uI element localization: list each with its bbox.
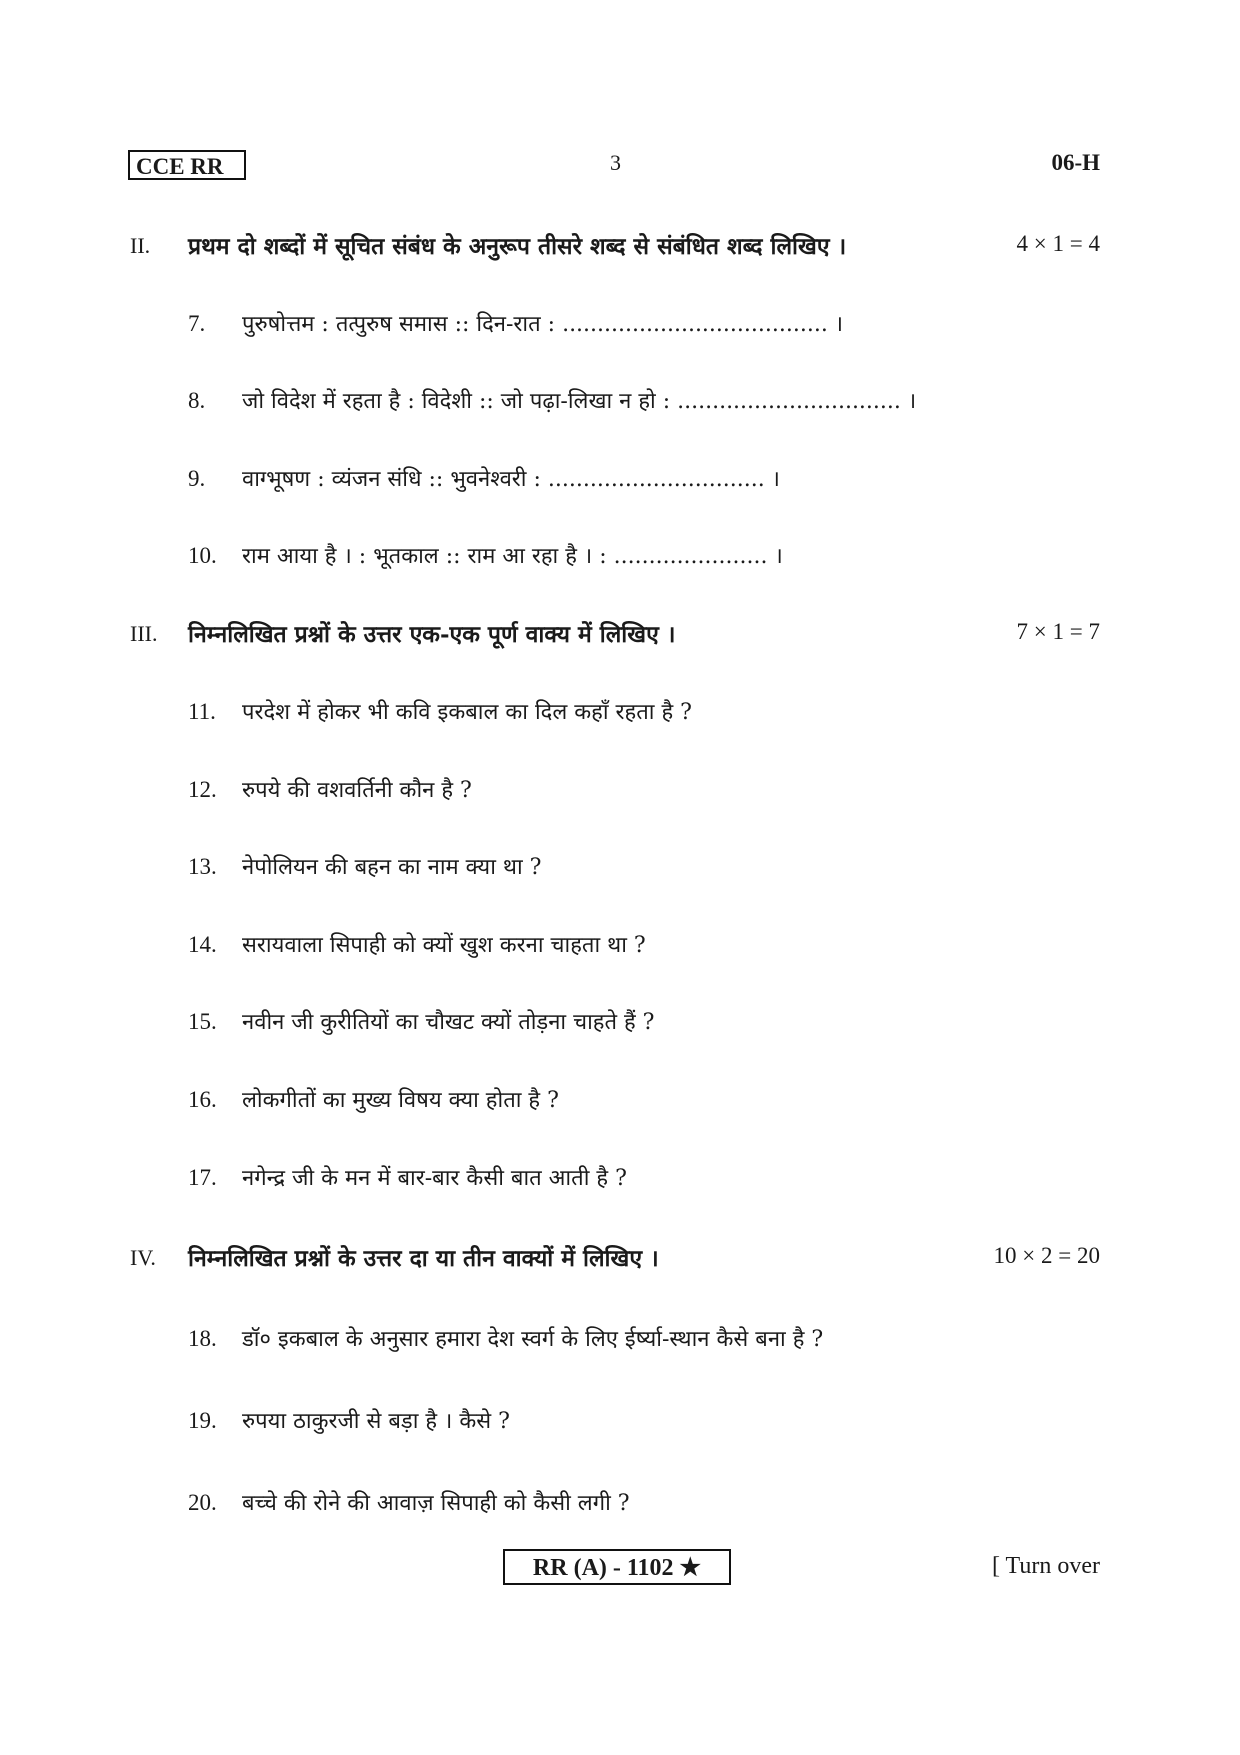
question-number: 18. — [188, 1326, 217, 1351]
section-marks: 7 × 1 = 7 — [1016, 619, 1100, 644]
section-number: II. — [130, 233, 151, 258]
question-number: 9. — [188, 466, 206, 491]
question-number: 16. — [188, 1087, 217, 1112]
question-number: 14. — [188, 932, 217, 957]
question-number: 7. — [188, 311, 206, 336]
section-number: III. — [130, 621, 158, 646]
page-number: 3 — [610, 150, 621, 175]
question-text: डॉ० इकबाल के अनुसार हमारा देश स्वर्ग के लिए ईर्ष्या-स्थान कैसे बना है ? — [242, 1327, 824, 1352]
question-text: लोकगीतों का मुख्य विषय क्या होता है ? — [242, 1088, 559, 1113]
question-text: सरायवाला सिपाही को क्यों खुश करना चाहता था ? — [242, 933, 646, 958]
question-number: 19. — [188, 1408, 217, 1433]
section-title: निम्नलिखित प्रश्नों के उत्तर दा या तीन वाक्यों में लिखिए । — [188, 1245, 659, 1272]
question-number: 12. — [188, 777, 217, 802]
section-number: IV. — [130, 1245, 156, 1270]
footer-paper-code: RR (A) - 1102 ★ — [503, 1549, 731, 1585]
question-number: 15. — [188, 1009, 217, 1034]
question-text: पुरुषोत्तम : तत्पुरुष समास :: दिन-रात : ...................................... । — [242, 312, 844, 337]
section-marks: 4 × 1 = 4 — [1016, 231, 1100, 256]
section-title: निम्नलिखित प्रश्नों के उत्तर एक-एक पूर्ण वाक्य में लिखिए । — [188, 621, 676, 648]
paper-code: 06-H — [1051, 150, 1100, 175]
question-text: नवीन जी कुरीतियों का चौखट क्यों तोड़ना चाहते हैं ? — [242, 1010, 655, 1035]
question-number: 8. — [188, 388, 206, 413]
question-text: जो विदेश में रहता है : विदेशी :: जो पढ़ा-लिखा न हो : ................................ । — [242, 389, 917, 414]
turn-over-note: [ Turn over — [991, 1553, 1100, 1579]
question-number: 20. — [188, 1490, 217, 1515]
question-text: नगेन्द्र जी के मन में बार-बार कैसी बात आती है ? — [242, 1166, 627, 1191]
question-number: 11. — [188, 699, 216, 724]
question-text: रुपया ठाकुरजी से बड़ा है । कैसे ? — [242, 1409, 510, 1434]
section-marks: 10 × 2 = 20 — [993, 1243, 1100, 1268]
question-text: राम आया है । : भूतकाल :: राम आ रहा है । : ...................... । — [242, 544, 783, 569]
question-number: 13. — [188, 854, 217, 879]
section-title: प्रथम दो शब्दों में सूचित संबंध के अनुरूप तीसरे शब्द से संबंधित शब्द लिखिए । — [188, 233, 847, 260]
question-number: 17. — [188, 1165, 217, 1190]
paper-tag: CCE RR — [128, 150, 246, 180]
question-text: रुपये की वशवर्तिनी कौन है ? — [242, 778, 472, 803]
question-text: बच्चे की रोने की आवाज़ सिपाही को कैसी लगी ? — [242, 1491, 630, 1516]
question-text: परदेश में होकर भी कवि इकबाल का दिल कहाँ रहता है ? — [242, 700, 692, 725]
question-text: वाग्भूषण : व्यंजन संधि :: भुवनेश्वरी : ............................... । — [242, 467, 781, 492]
question-text: नेपोलियन की बहन का नाम क्या था ? — [242, 855, 542, 880]
question-number: 10. — [188, 543, 217, 568]
